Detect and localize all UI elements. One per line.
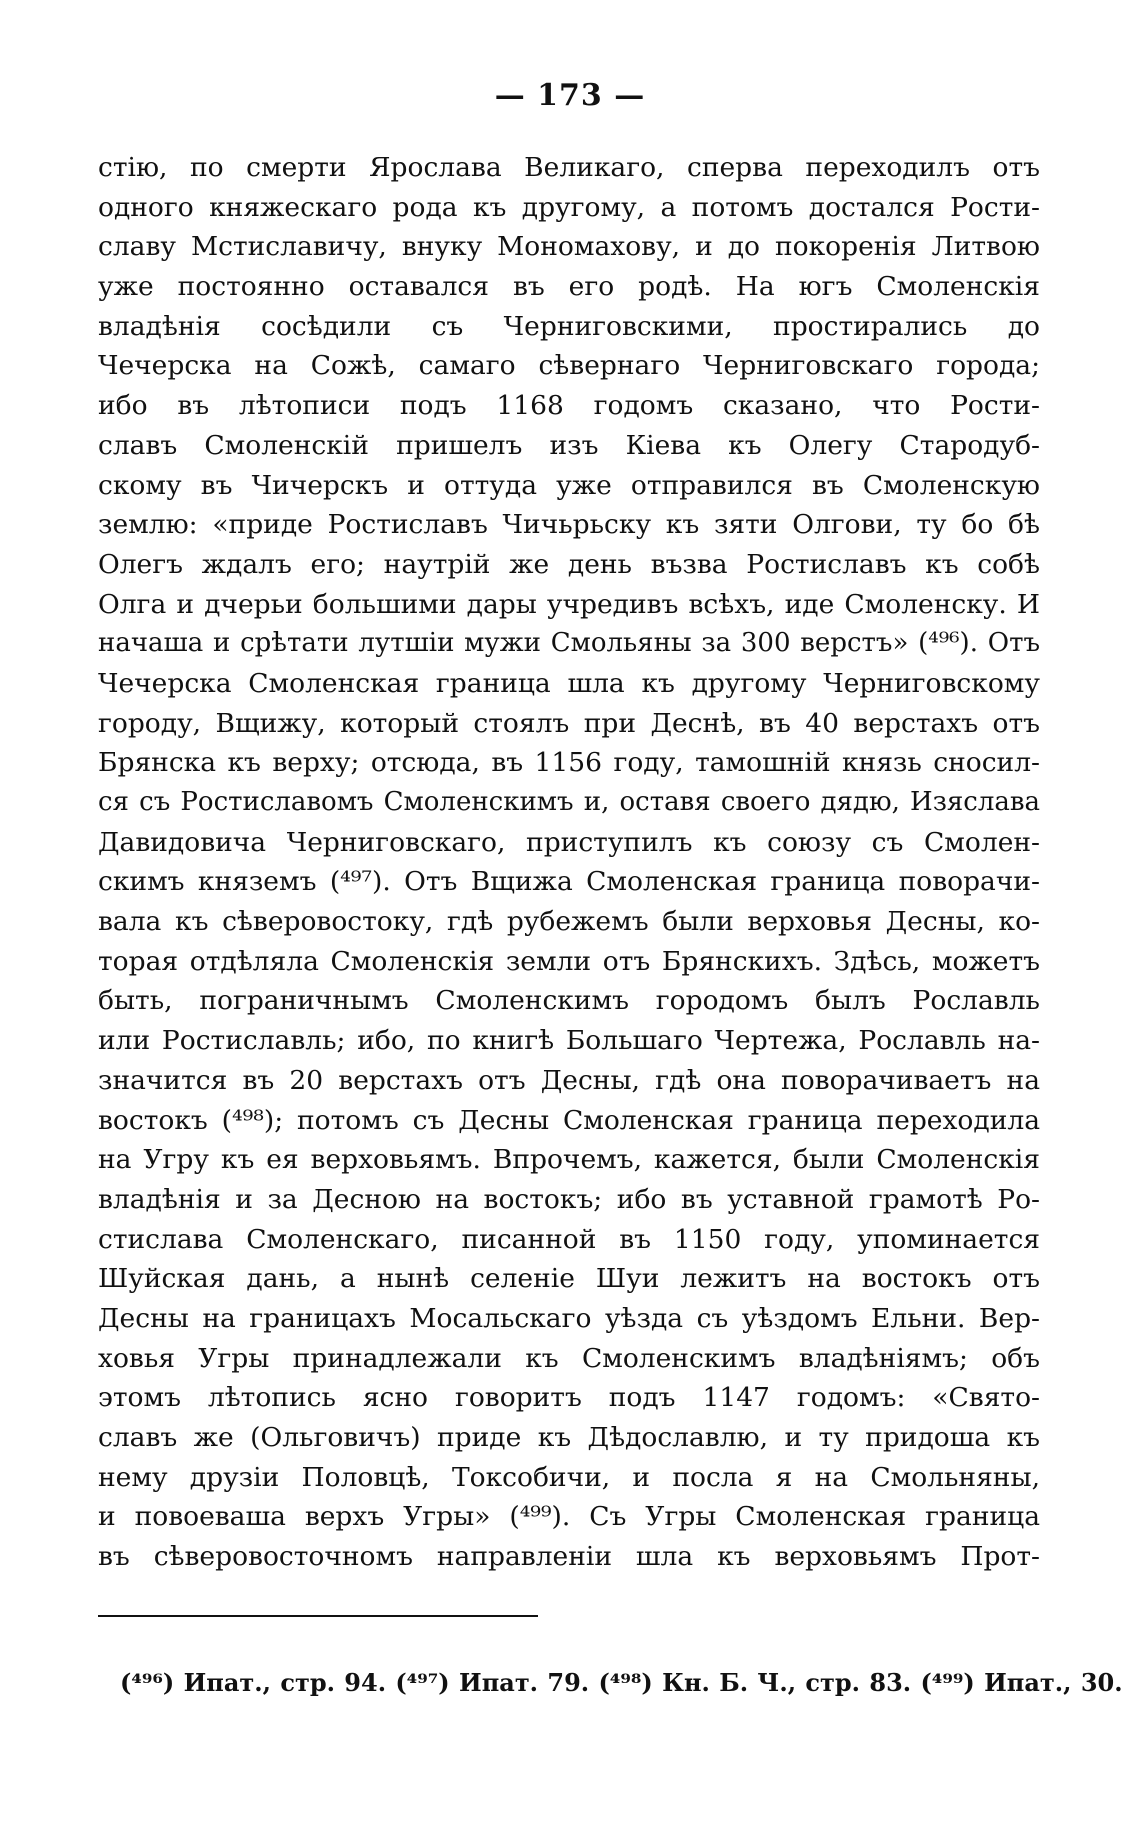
text-line: значится въ 20 верстахъ отъ Десны, гдѣ она поворачиваетъ на bbox=[98, 1064, 1040, 1096]
text-line: Шуйская дань, а нынѣ селеніе Шуи лежитъ на востокъ отъ bbox=[98, 1263, 1040, 1295]
text-line: вала къ сѣверовостоку, гдѣ рубежемъ были верховья Десны, ко- bbox=[98, 906, 1040, 938]
text-line: торая отдѣляла Смоленскія земли отъ Брянскихъ. Здѣсь, можетъ bbox=[98, 945, 1040, 977]
text-line: этомъ лѣтопись ясно говоритъ подъ 1147 годомъ: «Свято- bbox=[98, 1382, 1040, 1414]
text-line: славу Мстиславичу, внуку Мономахову, и до покоренія Литвою bbox=[98, 231, 1040, 263]
text-line: Олга и дчерьи большими дары учредивъ всѣхъ, иде Смоленску. И bbox=[98, 588, 1040, 620]
text-line: быть, пограничнымъ Смоленскимъ городомъ былъ Рославль bbox=[98, 985, 1040, 1017]
text-line: славъ Смоленскій пришелъ изъ Кіева къ Олегу Стародуб- bbox=[98, 429, 1040, 461]
text-line: скимъ княземъ (⁴⁹⁷). Отъ Вщижа Смоленская граница поворачи- bbox=[98, 866, 1040, 898]
footnote-separator bbox=[98, 1615, 538, 1617]
text-line: нему друзіи Половцѣ, Токсобичи, и посла я на Смольняны, bbox=[98, 1461, 1040, 1493]
text-line: и повоеваша верхъ Угры» (⁴⁹⁹). Съ Угры Смоленская граница bbox=[98, 1501, 1040, 1533]
text-line: одного княжескаго рода къ другому, а потомъ достался Рости- bbox=[98, 191, 1040, 223]
text-line: Десны на границахъ Мосальскаго уѣзда съ уѣздомъ Ельни. Вер- bbox=[98, 1302, 1040, 1334]
text-line: или Ростиславль; ибо, по книгѣ Большаго Чертежа, Рославль на- bbox=[98, 1025, 1040, 1057]
text-line: Брянска къ верху; отсюда, въ 1156 году, тамошній князь сносил- bbox=[98, 747, 1040, 779]
text-line: уже постоянно оставался въ его родѣ. На югъ Смоленскія bbox=[98, 271, 1040, 303]
text-line: Чечерска Смоленская граница шла къ другому Черниговскому bbox=[98, 667, 1040, 699]
page-number: — 173 — bbox=[494, 78, 646, 113]
text-line: скому въ Чичерскъ и оттуда уже отправился въ Смоленскую bbox=[98, 469, 1040, 501]
text-line: Олегъ ждалъ его; наутрій же день възва Ростиславъ къ собѣ bbox=[98, 548, 1040, 580]
footnotes: (⁴⁹⁶) Ипат., стр. 94. (⁴⁹⁷) Ипат. 79. (⁴⁹⁸) Кн. Б. Ч., стр. 83. (⁴⁹⁹) Ипат., 30. bbox=[120, 1668, 1123, 1697]
text-line: владѣнія и за Десною на востокъ; ибо въ уставной грамотѣ Ро- bbox=[98, 1183, 1040, 1215]
text-line: Давидовича Черниговскаго, приступилъ къ союзу съ Смолен- bbox=[98, 826, 1040, 858]
text-line: землю: «приде Ростиславъ Чичьрьску къ зяти Олгови, ту бо бѣ bbox=[98, 509, 1040, 541]
text-line: стислава Смоленскаго, писанной въ 1150 году, упоминается bbox=[98, 1223, 1040, 1255]
text-line: ибо въ лѣтописи подъ 1168 годомъ сказано, что Рости- bbox=[98, 390, 1040, 422]
main-text bbox=[98, 148, 1040, 1577]
text-line: славъ же (Ольговичъ) приде къ Дѣдославлю, и ту придоша къ bbox=[98, 1422, 1040, 1453]
text-line: Чечерска на Сожѣ, самаго сѣвернаго Черниговскаго города; bbox=[98, 350, 1040, 382]
text-line: въ сѣверовосточномъ направленіи шла къ верховьямъ Прот- bbox=[98, 1541, 1040, 1573]
text-line: востокъ (⁴⁹⁸); потомъ съ Десны Смоленская граница переходила bbox=[98, 1104, 1040, 1136]
text-line: ся съ Ростиславомъ Смоленскимъ и, оставя своего дядю, Изяслава bbox=[98, 787, 1040, 817]
text-line: начаша и срѣтати лутшіи мужи Смольяны за 300 верстъ» (⁴⁹⁶). Отъ bbox=[98, 628, 1040, 659]
text-line: владѣнія сосѣдили съ Черниговскими, простирались до bbox=[98, 310, 1040, 342]
text-line: на Угру къ ея верховьямъ. Впрочемъ, кажется, были Смоленскія bbox=[98, 1144, 1040, 1176]
text-line: стію, по смерти Ярослава Великаго, сперва переходилъ отъ bbox=[98, 152, 1040, 183]
text-line: ховья Угры принадлежали къ Смоленскимъ владѣніямъ; объ bbox=[98, 1342, 1040, 1374]
text-line: городу, Вщижу, который стоялъ при Деснѣ, въ 40 верстахъ отъ bbox=[98, 707, 1040, 739]
